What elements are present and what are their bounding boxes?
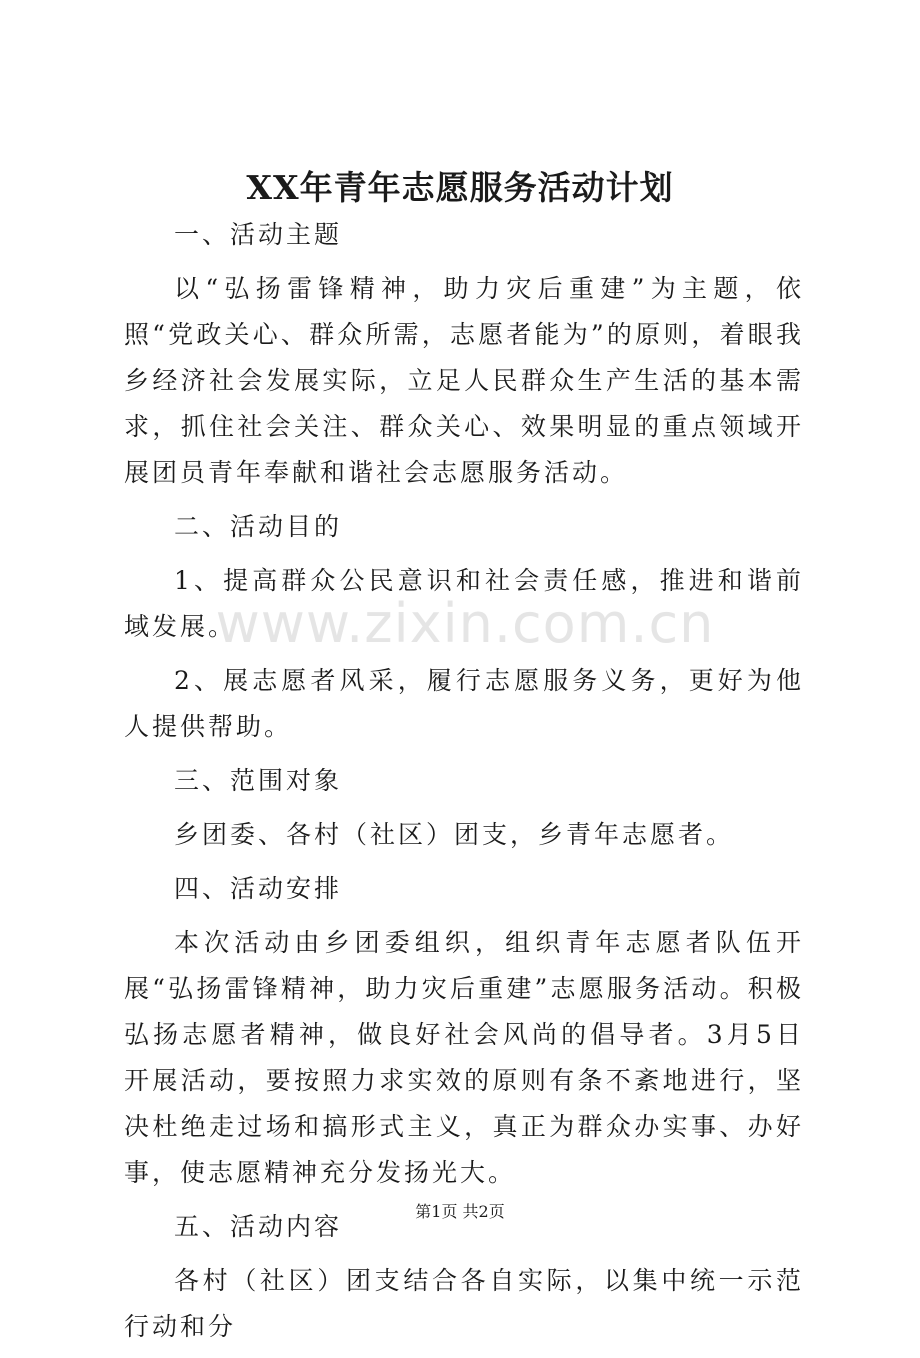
watermark: www.zixin.com.cn: [215, 592, 715, 655]
page-footer: 第1页 共2页: [415, 1202, 505, 1221]
section-heading-1: 一、活动主题: [174, 220, 343, 249]
section-5-paragraph-1: 各村（社区）团支结合各自实际，以集中统一示范行动和分: [124, 1266, 804, 1341]
section-2-paragraph-1: 1、提高群众公民意识和社会责任感，推进和谐前域发展。: [124, 566, 804, 641]
document-body: [124, 212, 804, 1358]
section-2-paragraph-2: 2、展志愿者风采，履行志愿服务义务，更好为他人提供帮助。: [124, 666, 804, 741]
section-3-paragraph-1: 乡团委、各村（社区）团支，乡青年志愿者。: [174, 820, 735, 849]
document-title: XX年青年志愿服务活动计划: [246, 168, 674, 207]
section-heading-3: 三、范围对象: [174, 766, 343, 795]
section-heading-2: 二、活动目的: [174, 512, 343, 541]
section-heading-4: 四、活动安排: [174, 874, 343, 903]
section-4-paragraph-1: 本次活动由乡团委组织，组织青年志愿者队伍开展“弘扬雷锋精神，助力灾后重建”志愿服务活动。积极弘扬志愿者精神，做良好社会风尚的倡导者。3月5日开展活动，要按照力求实效的原则有条不紊地进行，坚决杜绝走过场和搞形式主义，真正为群众办实事、办好事，使志愿精神充分发扬光大。: [124, 928, 804, 1187]
section-heading-5: 五、活动内容: [174, 1212, 343, 1241]
section-1-paragraph-1: 以“弘扬雷锋精神，助力灾后重建”为主题，依照“党政关心、群众所需，志愿者能为”的原则，着眼我乡经济社会发展实际，立足人民群众生产生活的基本需求，抓住社会关注、群众关心、效果明显的重点领域开展团员青年奉献和谐社会志愿服务活动。: [124, 274, 804, 487]
